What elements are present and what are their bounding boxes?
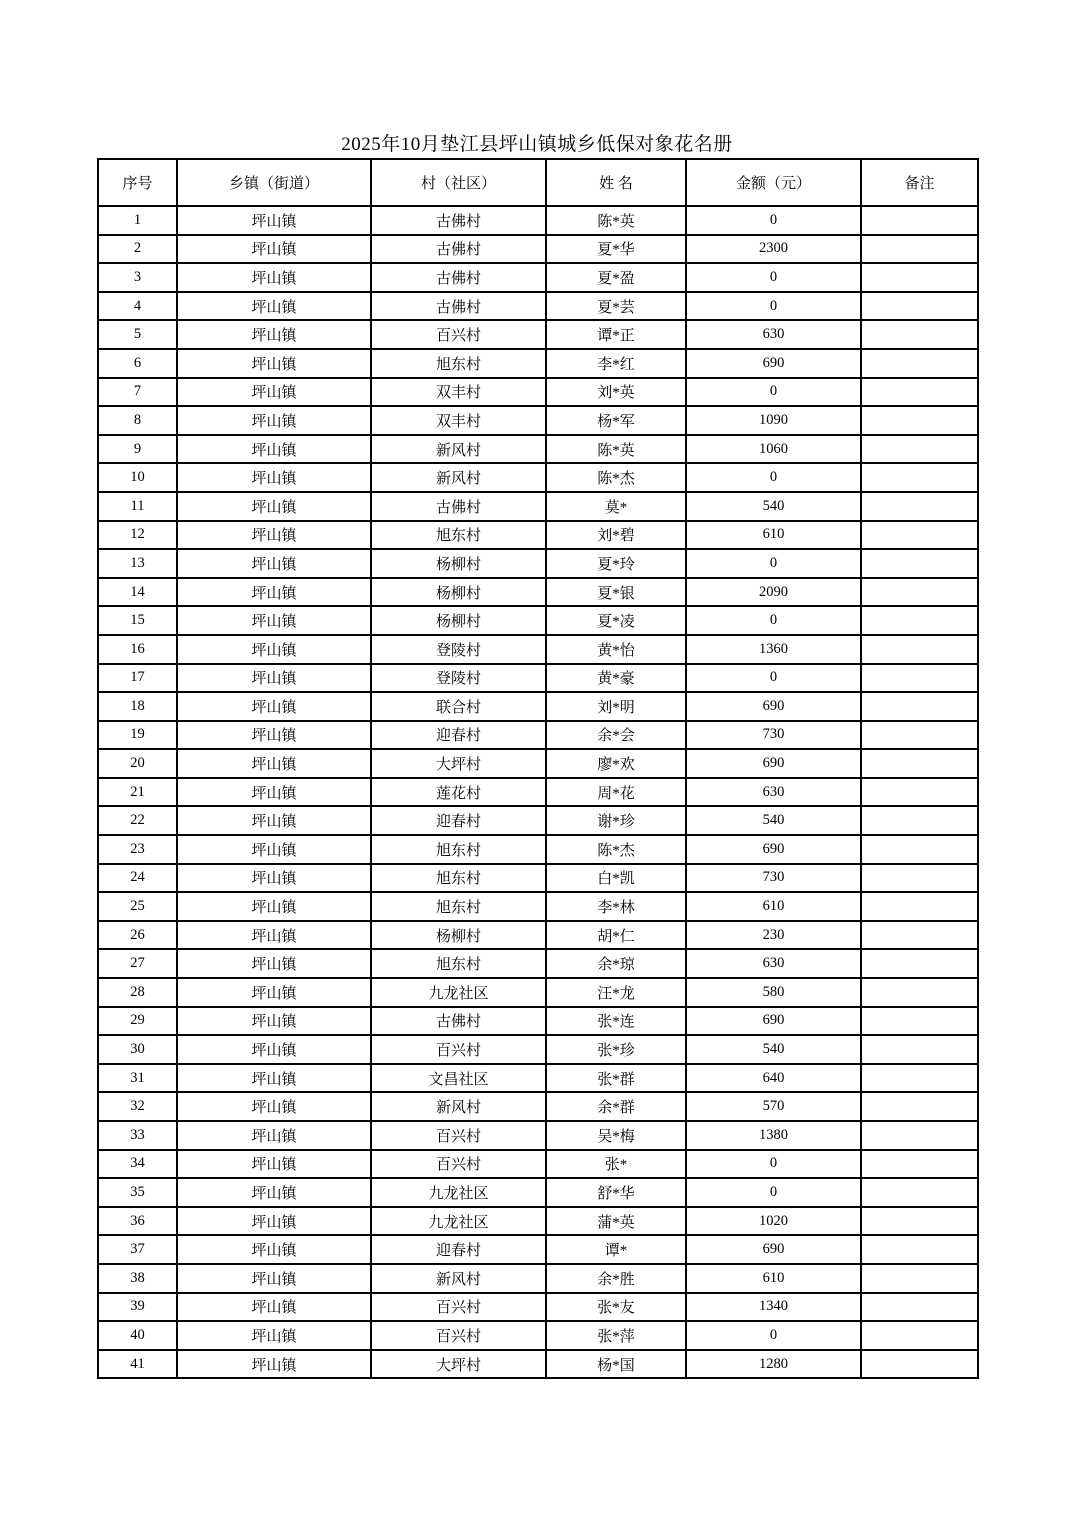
table-row: [98, 978, 978, 1007]
town-cell: 坪山镇: [177, 1293, 371, 1322]
amount-cell: 2090: [686, 578, 861, 607]
remark-cell: [861, 835, 978, 864]
table-row: [98, 664, 978, 693]
town-cell: 坪山镇: [177, 692, 371, 721]
name-cell: 夏*芸: [546, 292, 686, 321]
village-cell: 旭东村: [371, 835, 546, 864]
name-cell: 汪*龙: [546, 978, 686, 1007]
remark-cell: [861, 206, 978, 235]
roster-table: [97, 158, 979, 1379]
table-row: [98, 1007, 978, 1036]
name-cell: 杨*国: [546, 1350, 686, 1379]
amount-cell: 0: [686, 1150, 861, 1179]
amount-cell: 1340: [686, 1293, 861, 1322]
seq-cell: 36: [98, 1207, 177, 1236]
table-row: [98, 263, 978, 292]
seq-cell: 14: [98, 578, 177, 607]
village-cell: 登陵村: [371, 664, 546, 693]
table-row: [98, 606, 978, 635]
village-cell: 杨柳村: [371, 549, 546, 578]
town-cell: 坪山镇: [177, 864, 371, 893]
town-cell: 坪山镇: [177, 1035, 371, 1064]
town-cell: 坪山镇: [177, 1007, 371, 1036]
amount-cell: 610: [686, 892, 861, 921]
remark-cell: [861, 235, 978, 264]
town-cell: 坪山镇: [177, 378, 371, 407]
town-cell: 坪山镇: [177, 635, 371, 664]
village-cell: 古佛村: [371, 292, 546, 321]
table-row: [98, 778, 978, 807]
remark-cell: [861, 1150, 978, 1179]
town-cell: 坪山镇: [177, 263, 371, 292]
remark-cell: [861, 435, 978, 464]
name-cell: 李*林: [546, 892, 686, 921]
remark-cell: [861, 864, 978, 893]
town-cell: 坪山镇: [177, 1235, 371, 1264]
village-cell: 旭东村: [371, 892, 546, 921]
amount-cell: 0: [686, 263, 861, 292]
remark-cell: [861, 263, 978, 292]
amount-cell: 630: [686, 949, 861, 978]
table-row: [98, 1264, 978, 1293]
seq-cell: 29: [98, 1007, 177, 1036]
village-cell: 新风村: [371, 1264, 546, 1293]
remark-cell: [861, 921, 978, 950]
town-cell: 坪山镇: [177, 1207, 371, 1236]
table-row: [98, 349, 978, 378]
remark-cell: [861, 949, 978, 978]
village-cell: 古佛村: [371, 492, 546, 521]
name-cell: 李*红: [546, 349, 686, 378]
table-row: [98, 549, 978, 578]
name-cell: 谢*珍: [546, 806, 686, 835]
town-cell: 坪山镇: [177, 349, 371, 378]
table-row: [98, 921, 978, 950]
amount-cell: 690: [686, 349, 861, 378]
seq-cell: 15: [98, 606, 177, 635]
remark-cell: [861, 1007, 978, 1036]
name-cell: 余*会: [546, 721, 686, 750]
seq-cell: 21: [98, 778, 177, 807]
remark-cell: [861, 1178, 978, 1207]
name-cell: 廖*欢: [546, 749, 686, 778]
amount-cell: 0: [686, 1321, 861, 1350]
town-cell: 坪山镇: [177, 606, 371, 635]
remark-cell: [861, 749, 978, 778]
name-cell: 夏*银: [546, 578, 686, 607]
remark-cell: [861, 635, 978, 664]
village-cell: 新风村: [371, 1092, 546, 1121]
seq-cell: 24: [98, 864, 177, 893]
table-row: [98, 1207, 978, 1236]
name-cell: 张*: [546, 1150, 686, 1179]
column-header-seq: 序号: [98, 159, 177, 206]
name-cell: 白*凯: [546, 864, 686, 893]
name-cell: 夏*凌: [546, 606, 686, 635]
seq-cell: 2: [98, 235, 177, 264]
village-cell: 古佛村: [371, 206, 546, 235]
village-cell: 百兴村: [371, 1321, 546, 1350]
name-cell: 杨*军: [546, 406, 686, 435]
town-cell: 坪山镇: [177, 235, 371, 264]
seq-cell: 33: [98, 1121, 177, 1150]
remark-cell: [861, 349, 978, 378]
remark-cell: [861, 1121, 978, 1150]
remark-cell: [861, 1064, 978, 1093]
amount-cell: 730: [686, 864, 861, 893]
seq-cell: 22: [98, 806, 177, 835]
remark-cell: [861, 463, 978, 492]
village-cell: 杨柳村: [371, 578, 546, 607]
amount-cell: 690: [686, 1235, 861, 1264]
name-cell: 刘*碧: [546, 521, 686, 550]
seq-cell: 32: [98, 1092, 177, 1121]
seq-cell: 23: [98, 835, 177, 864]
town-cell: 坪山镇: [177, 664, 371, 693]
town-cell: 坪山镇: [177, 721, 371, 750]
seq-cell: 20: [98, 749, 177, 778]
name-cell: 莫*: [546, 492, 686, 521]
table-row: [98, 806, 978, 835]
village-cell: 九龙社区: [371, 1207, 546, 1236]
seq-cell: 7: [98, 378, 177, 407]
seq-cell: 31: [98, 1064, 177, 1093]
column-header-remark: 备注: [861, 159, 978, 206]
village-cell: 联合村: [371, 692, 546, 721]
amount-cell: 0: [686, 206, 861, 235]
town-cell: 坪山镇: [177, 578, 371, 607]
village-cell: 百兴村: [371, 1035, 546, 1064]
town-cell: 坪山镇: [177, 320, 371, 349]
name-cell: 刘*英: [546, 378, 686, 407]
seq-cell: 12: [98, 521, 177, 550]
remark-cell: [861, 664, 978, 693]
village-cell: 新风村: [371, 463, 546, 492]
village-cell: 九龙社区: [371, 1178, 546, 1207]
table-row: [98, 949, 978, 978]
header-row: [98, 159, 978, 206]
town-cell: 坪山镇: [177, 1121, 371, 1150]
amount-cell: 1380: [686, 1121, 861, 1150]
table-row: [98, 635, 978, 664]
remark-cell: [861, 1293, 978, 1322]
remark-cell: [861, 892, 978, 921]
seq-cell: 40: [98, 1321, 177, 1350]
table-row: [98, 1350, 978, 1379]
village-cell: 登陵村: [371, 635, 546, 664]
village-cell: 百兴村: [371, 1150, 546, 1179]
seq-cell: 17: [98, 664, 177, 693]
amount-cell: 1360: [686, 635, 861, 664]
seq-cell: 16: [98, 635, 177, 664]
name-cell: 夏*华: [546, 235, 686, 264]
remark-cell: [861, 549, 978, 578]
amount-cell: 0: [686, 463, 861, 492]
amount-cell: 0: [686, 292, 861, 321]
village-cell: 百兴村: [371, 1121, 546, 1150]
name-cell: 张*群: [546, 1064, 686, 1093]
amount-cell: 610: [686, 521, 861, 550]
remark-cell: [861, 1207, 978, 1236]
seq-cell: 4: [98, 292, 177, 321]
seq-cell: 11: [98, 492, 177, 521]
seq-cell: 30: [98, 1035, 177, 1064]
amount-cell: 540: [686, 492, 861, 521]
table-row: [98, 1035, 978, 1064]
village-cell: 迎春村: [371, 1235, 546, 1264]
table-row: [98, 320, 978, 349]
name-cell: 余*琼: [546, 949, 686, 978]
table-row: [98, 492, 978, 521]
table-row: [98, 692, 978, 721]
village-cell: 双丰村: [371, 406, 546, 435]
town-cell: 坪山镇: [177, 406, 371, 435]
amount-cell: 1060: [686, 435, 861, 464]
town-cell: 坪山镇: [177, 978, 371, 1007]
name-cell: 陈*杰: [546, 835, 686, 864]
village-cell: 旭东村: [371, 864, 546, 893]
name-cell: 余*胜: [546, 1264, 686, 1293]
amount-cell: 1280: [686, 1350, 861, 1379]
name-cell: 胡*仁: [546, 921, 686, 950]
name-cell: 陈*英: [546, 435, 686, 464]
town-cell: 坪山镇: [177, 206, 371, 235]
amount-cell: 1020: [686, 1207, 861, 1236]
seq-cell: 1: [98, 206, 177, 235]
town-cell: 坪山镇: [177, 549, 371, 578]
name-cell: 张*萍: [546, 1321, 686, 1350]
village-cell: 文昌社区: [371, 1064, 546, 1093]
amount-cell: 610: [686, 1264, 861, 1293]
remark-cell: [861, 606, 978, 635]
remark-cell: [861, 406, 978, 435]
amount-cell: 0: [686, 378, 861, 407]
name-cell: 谭*正: [546, 320, 686, 349]
table-row: [98, 1121, 978, 1150]
town-cell: 坪山镇: [177, 835, 371, 864]
town-cell: 坪山镇: [177, 921, 371, 950]
amount-cell: 0: [686, 1178, 861, 1207]
village-cell: 莲花村: [371, 778, 546, 807]
amount-cell: 0: [686, 549, 861, 578]
table-row: [98, 1235, 978, 1264]
seq-cell: 3: [98, 263, 177, 292]
name-cell: 舒*华: [546, 1178, 686, 1207]
village-cell: 迎春村: [371, 721, 546, 750]
table-row: [98, 892, 978, 921]
village-cell: 双丰村: [371, 378, 546, 407]
name-cell: 张*珍: [546, 1035, 686, 1064]
town-cell: 坪山镇: [177, 492, 371, 521]
town-cell: 坪山镇: [177, 292, 371, 321]
table-row: [98, 1150, 978, 1179]
village-cell: 九龙社区: [371, 978, 546, 1007]
town-cell: 坪山镇: [177, 949, 371, 978]
village-cell: 迎春村: [371, 806, 546, 835]
seq-cell: 28: [98, 978, 177, 1007]
village-cell: 百兴村: [371, 320, 546, 349]
column-header-name: 姓 名: [546, 159, 686, 206]
amount-cell: 730: [686, 721, 861, 750]
remark-cell: [861, 1235, 978, 1264]
amount-cell: 630: [686, 320, 861, 349]
table-row: [98, 292, 978, 321]
amount-cell: 0: [686, 664, 861, 693]
village-cell: 旭东村: [371, 521, 546, 550]
village-cell: 杨柳村: [371, 921, 546, 950]
table-row: [98, 406, 978, 435]
town-cell: 坪山镇: [177, 1321, 371, 1350]
amount-cell: 640: [686, 1064, 861, 1093]
table-row: [98, 721, 978, 750]
amount-cell: 1090: [686, 406, 861, 435]
town-cell: 坪山镇: [177, 806, 371, 835]
amount-cell: 690: [686, 1007, 861, 1036]
name-cell: 张*友: [546, 1293, 686, 1322]
table-row: [98, 749, 978, 778]
remark-cell: [861, 1350, 978, 1379]
name-cell: 张*连: [546, 1007, 686, 1036]
remark-cell: [861, 1321, 978, 1350]
seq-cell: 41: [98, 1350, 177, 1379]
amount-cell: 230: [686, 921, 861, 950]
name-cell: 陈*杰: [546, 463, 686, 492]
page-title: 2025年10月垫江县坪山镇城乡低保对象花名册: [341, 134, 733, 155]
table-row: [98, 435, 978, 464]
table-body: [98, 206, 978, 1378]
name-cell: 余*群: [546, 1092, 686, 1121]
table-header: [98, 159, 978, 206]
table-row: [98, 835, 978, 864]
column-header-village: 村（社区）: [371, 159, 546, 206]
amount-cell: 540: [686, 806, 861, 835]
seq-cell: 27: [98, 949, 177, 978]
amount-cell: 570: [686, 1092, 861, 1121]
seq-cell: 26: [98, 921, 177, 950]
village-cell: 古佛村: [371, 1007, 546, 1036]
column-header-amount: 金额（元）: [686, 159, 861, 206]
seq-cell: 37: [98, 1235, 177, 1264]
village-cell: 旭东村: [371, 349, 546, 378]
table-row: [98, 206, 978, 235]
amount-cell: 630: [686, 778, 861, 807]
remark-cell: [861, 978, 978, 1007]
column-header-town: 乡镇（街道）: [177, 159, 371, 206]
town-cell: 坪山镇: [177, 463, 371, 492]
town-cell: 坪山镇: [177, 1150, 371, 1179]
name-cell: 周*花: [546, 778, 686, 807]
name-cell: 蒲*英: [546, 1207, 686, 1236]
town-cell: 坪山镇: [177, 1178, 371, 1207]
remark-cell: [861, 292, 978, 321]
amount-cell: 580: [686, 978, 861, 1007]
amount-cell: 540: [686, 1035, 861, 1064]
town-cell: 坪山镇: [177, 778, 371, 807]
table-row: [98, 521, 978, 550]
table-row: [98, 378, 978, 407]
remark-cell: [861, 578, 978, 607]
name-cell: 陈*英: [546, 206, 686, 235]
remark-cell: [861, 1264, 978, 1293]
name-cell: 夏*盈: [546, 263, 686, 292]
amount-cell: 690: [686, 749, 861, 778]
village-cell: 大坪村: [371, 1350, 546, 1379]
remark-cell: [861, 378, 978, 407]
table-row: [98, 1321, 978, 1350]
table-row: [98, 864, 978, 893]
seq-cell: 38: [98, 1264, 177, 1293]
remark-cell: [861, 778, 978, 807]
table-row: [98, 1178, 978, 1207]
remark-cell: [861, 721, 978, 750]
town-cell: 坪山镇: [177, 749, 371, 778]
seq-cell: 8: [98, 406, 177, 435]
village-cell: 旭东村: [371, 949, 546, 978]
village-cell: 新风村: [371, 435, 546, 464]
town-cell: 坪山镇: [177, 892, 371, 921]
seq-cell: 9: [98, 435, 177, 464]
name-cell: 夏*玲: [546, 549, 686, 578]
name-cell: 刘*明: [546, 692, 686, 721]
amount-cell: 690: [686, 692, 861, 721]
table-row: [98, 235, 978, 264]
name-cell: 谭*: [546, 1235, 686, 1264]
seq-cell: 19: [98, 721, 177, 750]
amount-cell: 0: [686, 606, 861, 635]
seq-cell: 34: [98, 1150, 177, 1179]
table-row: [98, 463, 978, 492]
amount-cell: 690: [686, 835, 861, 864]
town-cell: 坪山镇: [177, 521, 371, 550]
table-row: [98, 578, 978, 607]
remark-cell: [861, 1092, 978, 1121]
remark-cell: [861, 692, 978, 721]
village-cell: 古佛村: [371, 235, 546, 264]
table-row: [98, 1064, 978, 1093]
seq-cell: 6: [98, 349, 177, 378]
remark-cell: [861, 521, 978, 550]
name-cell: 黄*豪: [546, 664, 686, 693]
remark-cell: [861, 806, 978, 835]
seq-cell: 25: [98, 892, 177, 921]
village-cell: 大坪村: [371, 749, 546, 778]
remark-cell: [861, 320, 978, 349]
town-cell: 坪山镇: [177, 435, 371, 464]
seq-cell: 35: [98, 1178, 177, 1207]
village-cell: 百兴村: [371, 1293, 546, 1322]
amount-cell: 2300: [686, 235, 861, 264]
name-cell: 黄*怡: [546, 635, 686, 664]
village-cell: 杨柳村: [371, 606, 546, 635]
name-cell: 吴*梅: [546, 1121, 686, 1150]
seq-cell: 13: [98, 549, 177, 578]
town-cell: 坪山镇: [177, 1092, 371, 1121]
remark-cell: [861, 492, 978, 521]
table-row: [98, 1293, 978, 1322]
table-row: [98, 1092, 978, 1121]
village-cell: 古佛村: [371, 263, 546, 292]
town-cell: 坪山镇: [177, 1264, 371, 1293]
remark-cell: [861, 1035, 978, 1064]
seq-cell: 39: [98, 1293, 177, 1322]
seq-cell: 10: [98, 463, 177, 492]
town-cell: 坪山镇: [177, 1350, 371, 1379]
town-cell: 坪山镇: [177, 1064, 371, 1093]
seq-cell: 18: [98, 692, 177, 721]
seq-cell: 5: [98, 320, 177, 349]
